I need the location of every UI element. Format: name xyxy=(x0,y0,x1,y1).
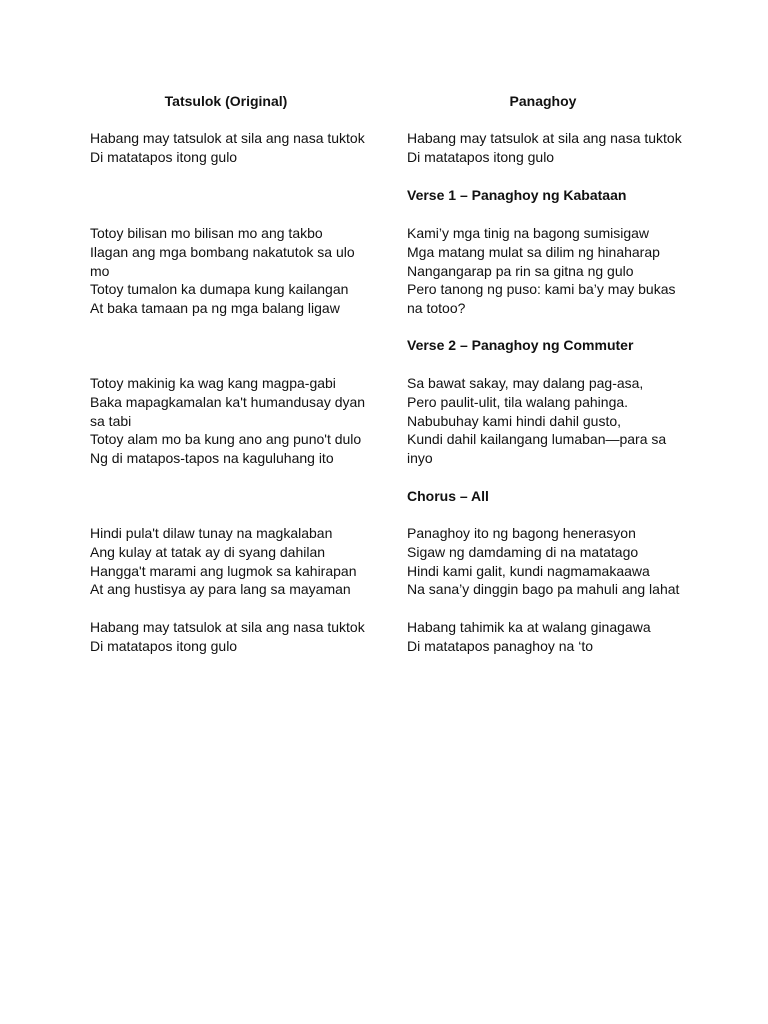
lyric-line: Baka mapagkamalan ka't humandusay dyan xyxy=(90,393,366,410)
left-column-title: Tatsulok (Original) xyxy=(164,93,288,109)
lyric-line: sa tabi xyxy=(90,412,132,429)
lyric-line: na totoo? xyxy=(407,300,466,317)
lyric-line: Kundi dahil kailangang lumaban—para sa xyxy=(407,431,667,448)
left-stanza xyxy=(90,524,370,599)
lyric-line: Di matatapos panaghoy na ‘to xyxy=(407,637,594,654)
lyric-line: Sa bawat sakay, may dalang pag-asa, xyxy=(407,375,644,391)
right-intro xyxy=(407,129,697,167)
lyric-line: Totoy bilisan mo bilisan mo ang takbo xyxy=(90,225,323,241)
lyric-line: Habang may tatsulok at sila ang nasa tuktok xyxy=(407,130,682,146)
lyric-line: Di matatapos itong gulo xyxy=(90,637,238,654)
lyric-line: Sigaw ng damdaming di na matatago xyxy=(407,543,639,560)
lyric-line: Habang tahimik ka at walang ginagawa xyxy=(407,619,651,635)
lyric-line: Ilagan ang mga bombang nakatutok sa ulo xyxy=(90,243,355,260)
lyric-line: Ang kulay at tatak ay di syang dahilan xyxy=(90,543,326,560)
left-stanza xyxy=(90,374,370,468)
left-stanza xyxy=(90,618,370,656)
right-outro xyxy=(407,618,697,656)
lyric-line: At baka tamaan pa ng mga balang ligaw xyxy=(90,300,340,317)
lyric-line: mo xyxy=(90,262,110,279)
lyric-line: Kami’y mga tinig na bagong sumisigaw xyxy=(407,225,650,241)
lyric-line: Na sana’y dinggin bago pa mahuli ang lahat xyxy=(407,581,680,598)
right-column-title: Panaghoy xyxy=(509,93,577,109)
lyric-line: Totoy tumalon ka dumapa kung kailangan xyxy=(90,281,349,298)
lyric-line: Ng di matapos-tapos na kaguluhang ito xyxy=(90,450,334,467)
lyric-line: Totoy alam mo ba kung ano ang puno't dulo xyxy=(90,431,362,448)
lyric-line: Pero tanong ng puso: kami ba’y may bukas xyxy=(407,281,676,298)
lyric-line: Pero paulit-ulit, tila walang pahinga. xyxy=(407,393,629,410)
lyric-line: Panaghoy ito ng bagong henerasyon xyxy=(407,525,636,541)
chorus-heading: Chorus – All xyxy=(407,488,489,504)
lyric-line: Hangga't marami ang lugmok sa kahirapan xyxy=(90,562,357,579)
lyric-line: Habang may tatsulok at sila ang nasa tuktok xyxy=(90,130,365,146)
chorus xyxy=(407,524,697,599)
lyric-line: Nabubuhay kami hindi dahil gusto, xyxy=(407,412,622,429)
lyric-line: Hindi pula't dilaw tunay na magkalaban xyxy=(90,525,333,541)
lyric-line: Di matatapos itong gulo xyxy=(407,148,555,165)
lyric-line: At ang hustisya ay para lang sa mayaman xyxy=(90,581,351,598)
verse2 xyxy=(407,374,697,468)
lyric-line: Nangangarap pa rin sa gitna ng gulo xyxy=(407,262,634,279)
lyric-line: Habang may tatsulok at sila ang nasa tuktok xyxy=(90,619,365,635)
left-stanza xyxy=(90,224,370,318)
lyric-line: Hindi kami galit, kundi nagmamakaawa xyxy=(407,562,650,579)
lyric-line: Di matatapos itong gulo xyxy=(90,148,238,165)
verse1-heading: Verse 1 – Panaghoy ng Kabataan xyxy=(407,187,627,203)
lyric-line: Totoy makinig ka wag kang magpa-gabi xyxy=(90,375,336,391)
lyric-line: inyo xyxy=(407,450,433,467)
verse2-heading: Verse 2 – Panaghoy ng Commuter xyxy=(407,337,634,353)
left-stanza xyxy=(90,129,370,167)
lyric-line: Mga matang mulat sa dilim ng hinaharap xyxy=(407,243,660,260)
verse1 xyxy=(407,224,697,318)
